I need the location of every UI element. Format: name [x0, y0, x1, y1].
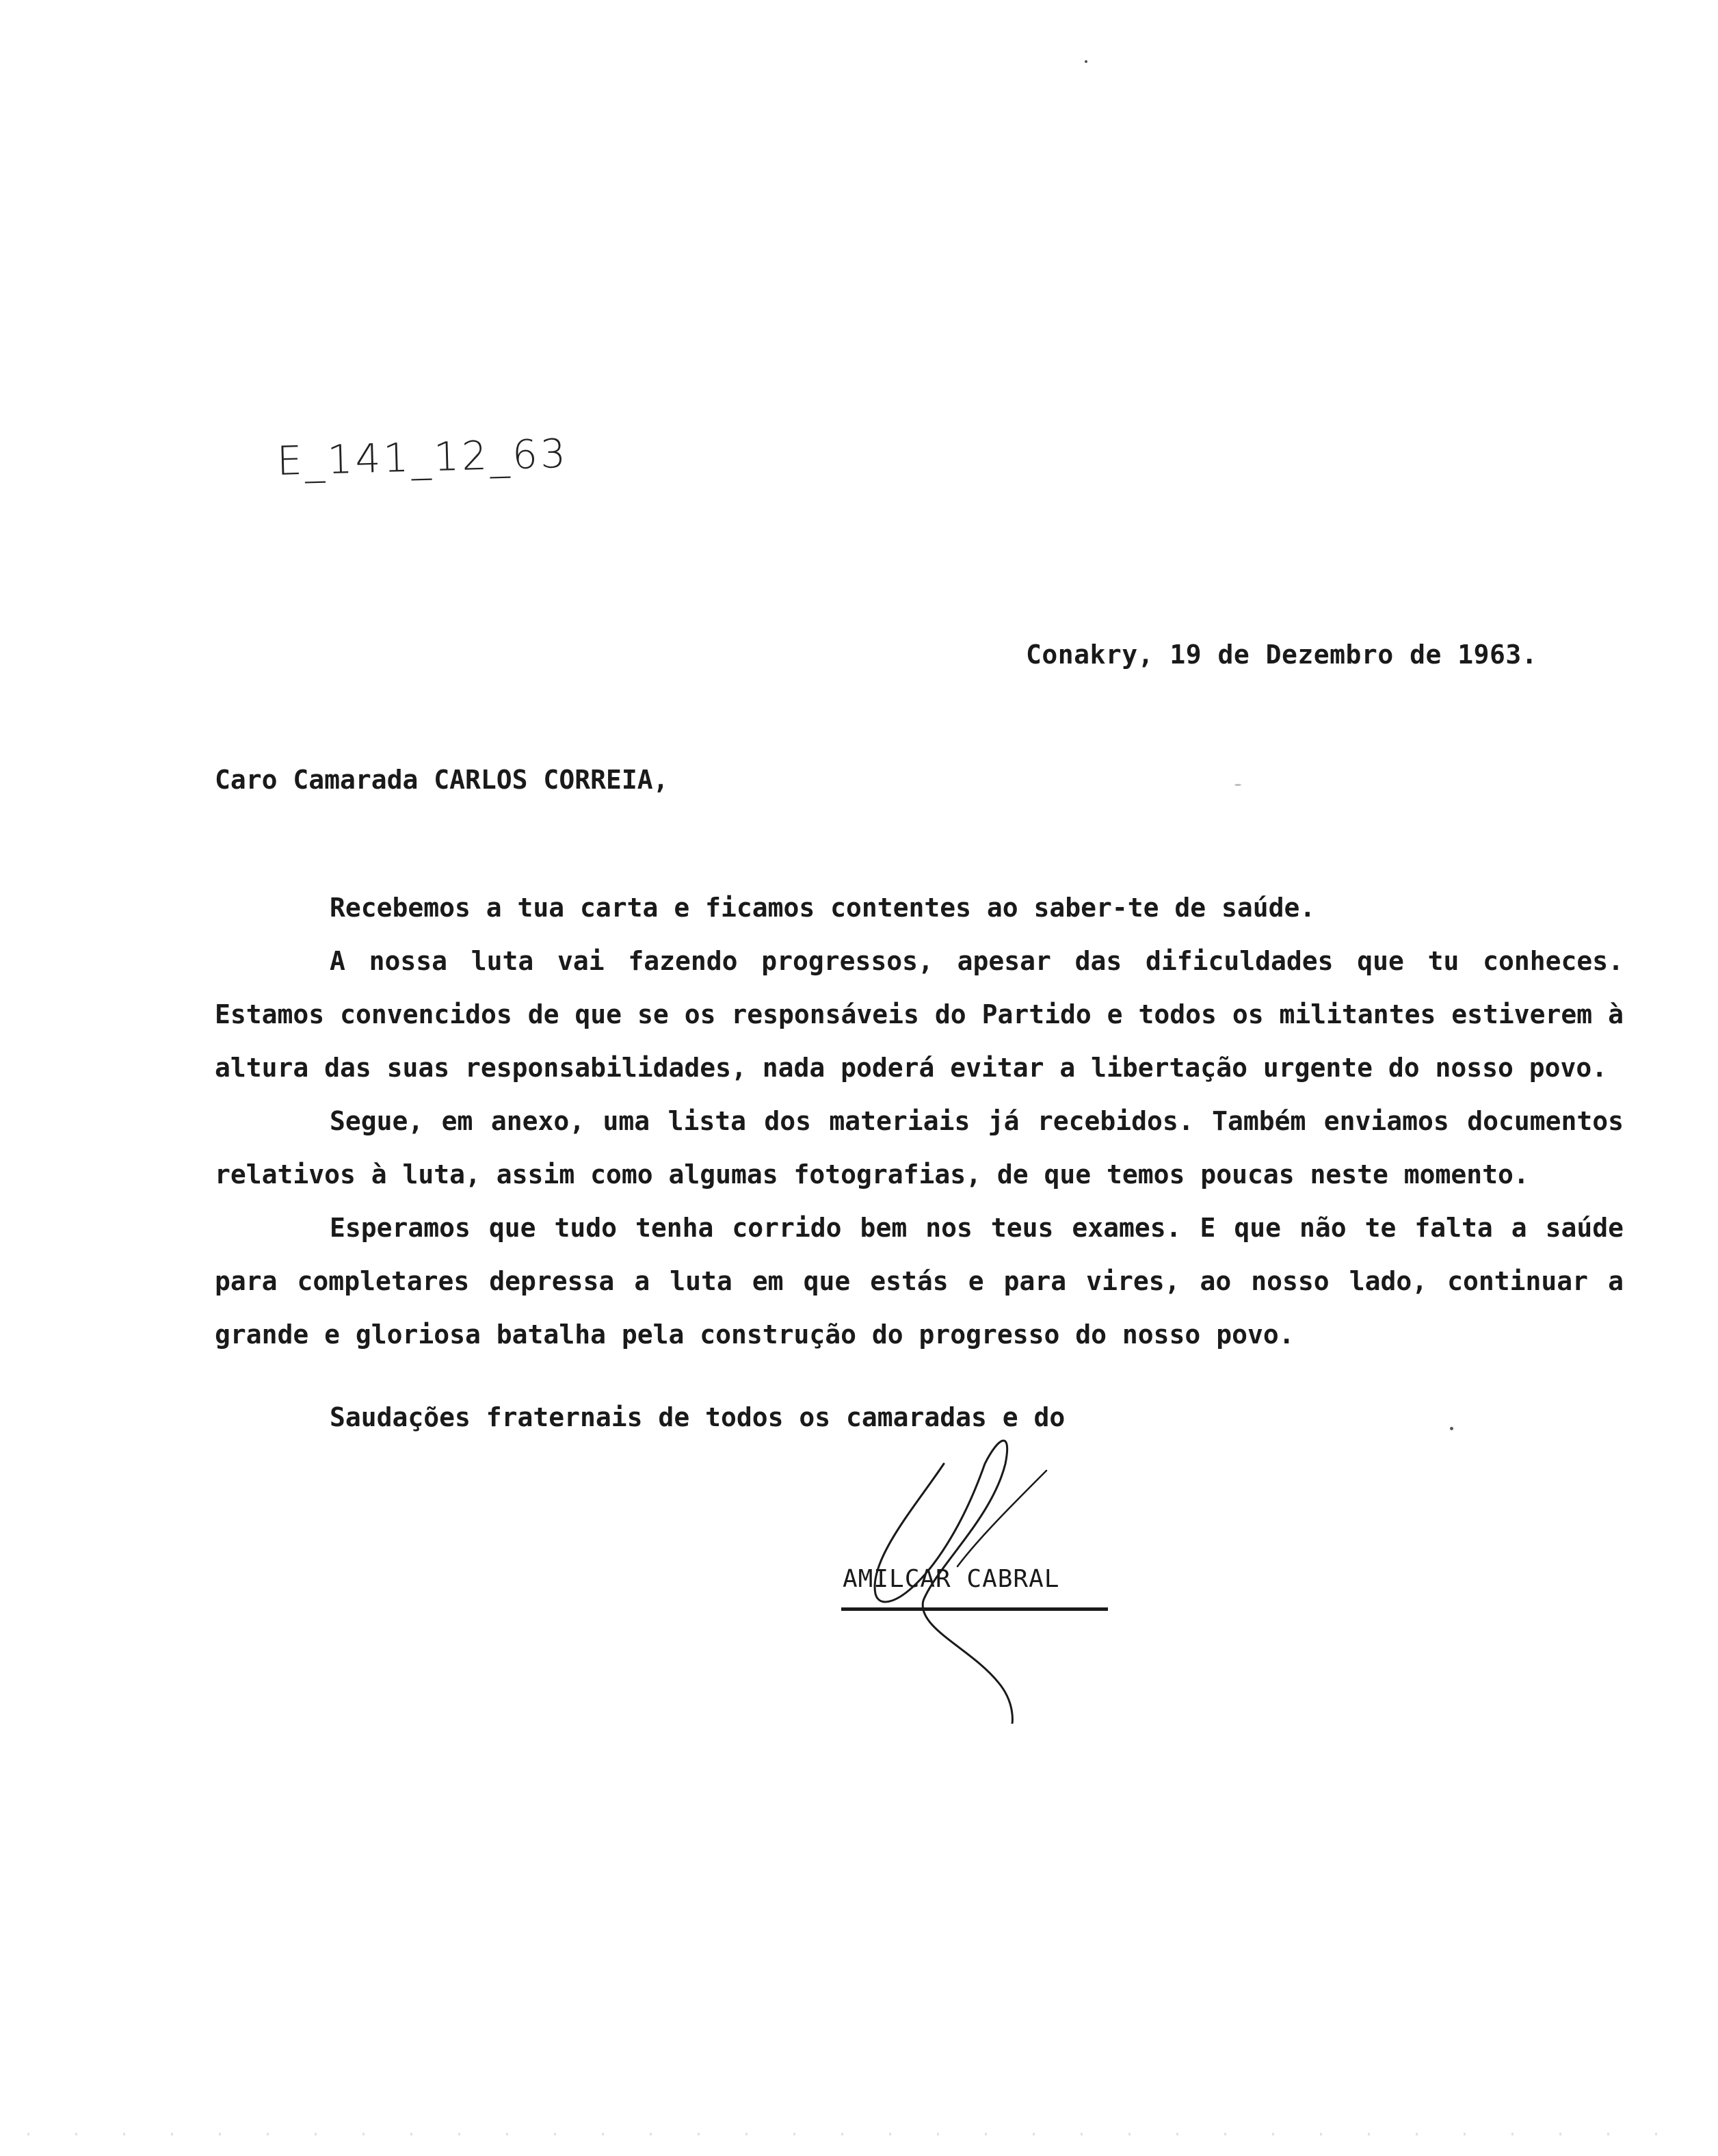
- paragraph: Esperamos que tudo tenha corrido bem nos teus exames. E que não te falta a saúde para completares depressa a luta em que estás e para vires, ao nosso lado, continuar a grande e gloriosa batalha pela construção do progresso do nosso povo.: [215, 1213, 1624, 1350]
- scan-edge-noise: [27, 2133, 1689, 2135]
- handwritten-reference-number: E_141_12_63: [276, 430, 569, 484]
- paper-speck: [1085, 60, 1087, 63]
- letter-body: [215, 881, 1624, 1361]
- paper-speck: [1450, 1427, 1453, 1430]
- closing-line: Saudações fraternais de todos os camaradas e do: [330, 1402, 1066, 1432]
- paragraph: A nossa luta vai fazendo progressos, apesar das dificuldades que tu conheces. Estamos convencidos de que se os responsáveis do Partido e todos os militantes estiverem à altura das suas responsabilidades, nada poderá evitar a libertação urgente do nosso povo.: [215, 946, 1624, 1083]
- dateline: Conakry, 19 de Dezembro de 1963.: [1026, 640, 1538, 670]
- paper-speck: [1234, 784, 1241, 786]
- signatory-name: AMILCAR CABRAL: [843, 1565, 1060, 1593]
- paragraph: Recebemos a tua carta e ficamos contentes ao saber-te de saúde.: [330, 893, 1316, 923]
- signature-underline: [841, 1607, 1108, 1611]
- paragraph: Segue, em anexo, uma lista dos materiais já recebidos. Também enviamos documentos relativos à luta, assim como algumas fotografias, de que temos poucas neste momento.: [215, 1106, 1624, 1189]
- salutation: Caro Camarada CARLOS CORREIA,: [215, 765, 669, 795]
